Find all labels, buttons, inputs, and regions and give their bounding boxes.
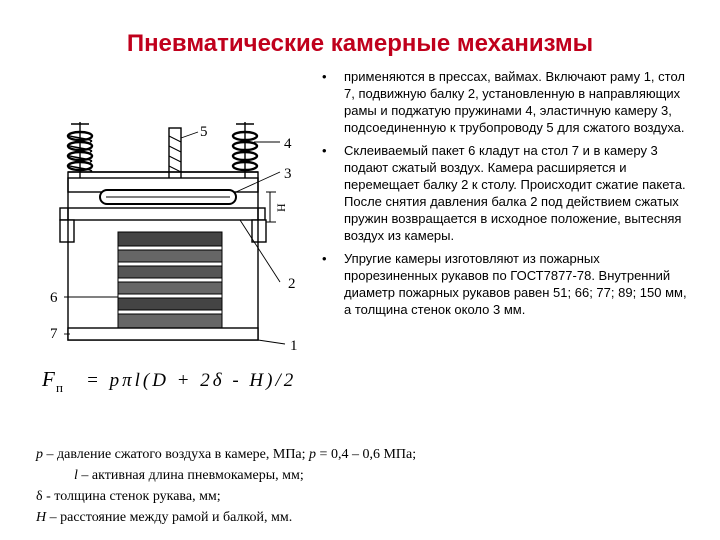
- label-H: H: [274, 203, 288, 212]
- label-6: 6: [50, 290, 58, 306]
- slide-title: Пневматические камерные механизмы: [126, 30, 594, 57]
- bullet-item: • применяются в прессах, ваймах. Включают раму 1, стол 7, подвижную балку 2, установленную в направляющих рамы и поджатую пружинами 4, эластичную камеру 3, подсоединенную к трубопроводу 5 для сжатого воздуха.: [322, 69, 685, 135]
- definition-p: p – давление сжатого воздуха в камере, МПа; p = 0,4 – 0,6 МПа;: [36, 447, 417, 462]
- label-1: 1: [290, 338, 298, 354]
- label-3: 3: [284, 166, 292, 182]
- definitions: [36, 444, 696, 528]
- bullet-dot-icon: •: [322, 143, 327, 158]
- bullet-item: • Склеиваемый пакет 6 кладут на стол 7 и в камеру 3 подают сжатый воздух. Камера расширяется и перемещает балку 2 к столу. Происходит сжатие пакета. После снятия давления балка 2 под действием сжатых пружин возвращается в исходное положение, вытесняя воздух из камеры.: [322, 143, 686, 243]
- bullet-list: [320, 68, 690, 324]
- bullet-item: • Упругие камеры изготовляют из пожарных прорезиненных рукавов по ГОСТ7877-78. Внутренний диаметр пожарных рукавов равен 51; 66; 77; 89; 150 мм, а толщина стенок около 3 мм.: [322, 251, 687, 317]
- definition-delta: δ - толщина стенок рукава, мм;: [36, 489, 221, 504]
- label-4: 4: [284, 136, 292, 152]
- pneumatic-press-diagram: [40, 112, 312, 357]
- bullet-dot-icon: •: [322, 251, 327, 266]
- formula-rhs: = pπl(D + 2δ - H)/2: [86, 370, 297, 391]
- definition-l: l – активная длина пневмокамеры, мм;: [74, 468, 304, 483]
- definition-h: H – расстояние между рамой и балкой, мм.: [36, 510, 293, 525]
- label-5: 5: [200, 124, 208, 140]
- formula-subscript: п: [56, 380, 63, 395]
- bullet-dot-icon: •: [322, 69, 327, 84]
- label-7: 7: [50, 326, 58, 342]
- label-2: 2: [288, 276, 296, 292]
- force-formula: [40, 362, 330, 398]
- formula-F: F: [42, 367, 55, 391]
